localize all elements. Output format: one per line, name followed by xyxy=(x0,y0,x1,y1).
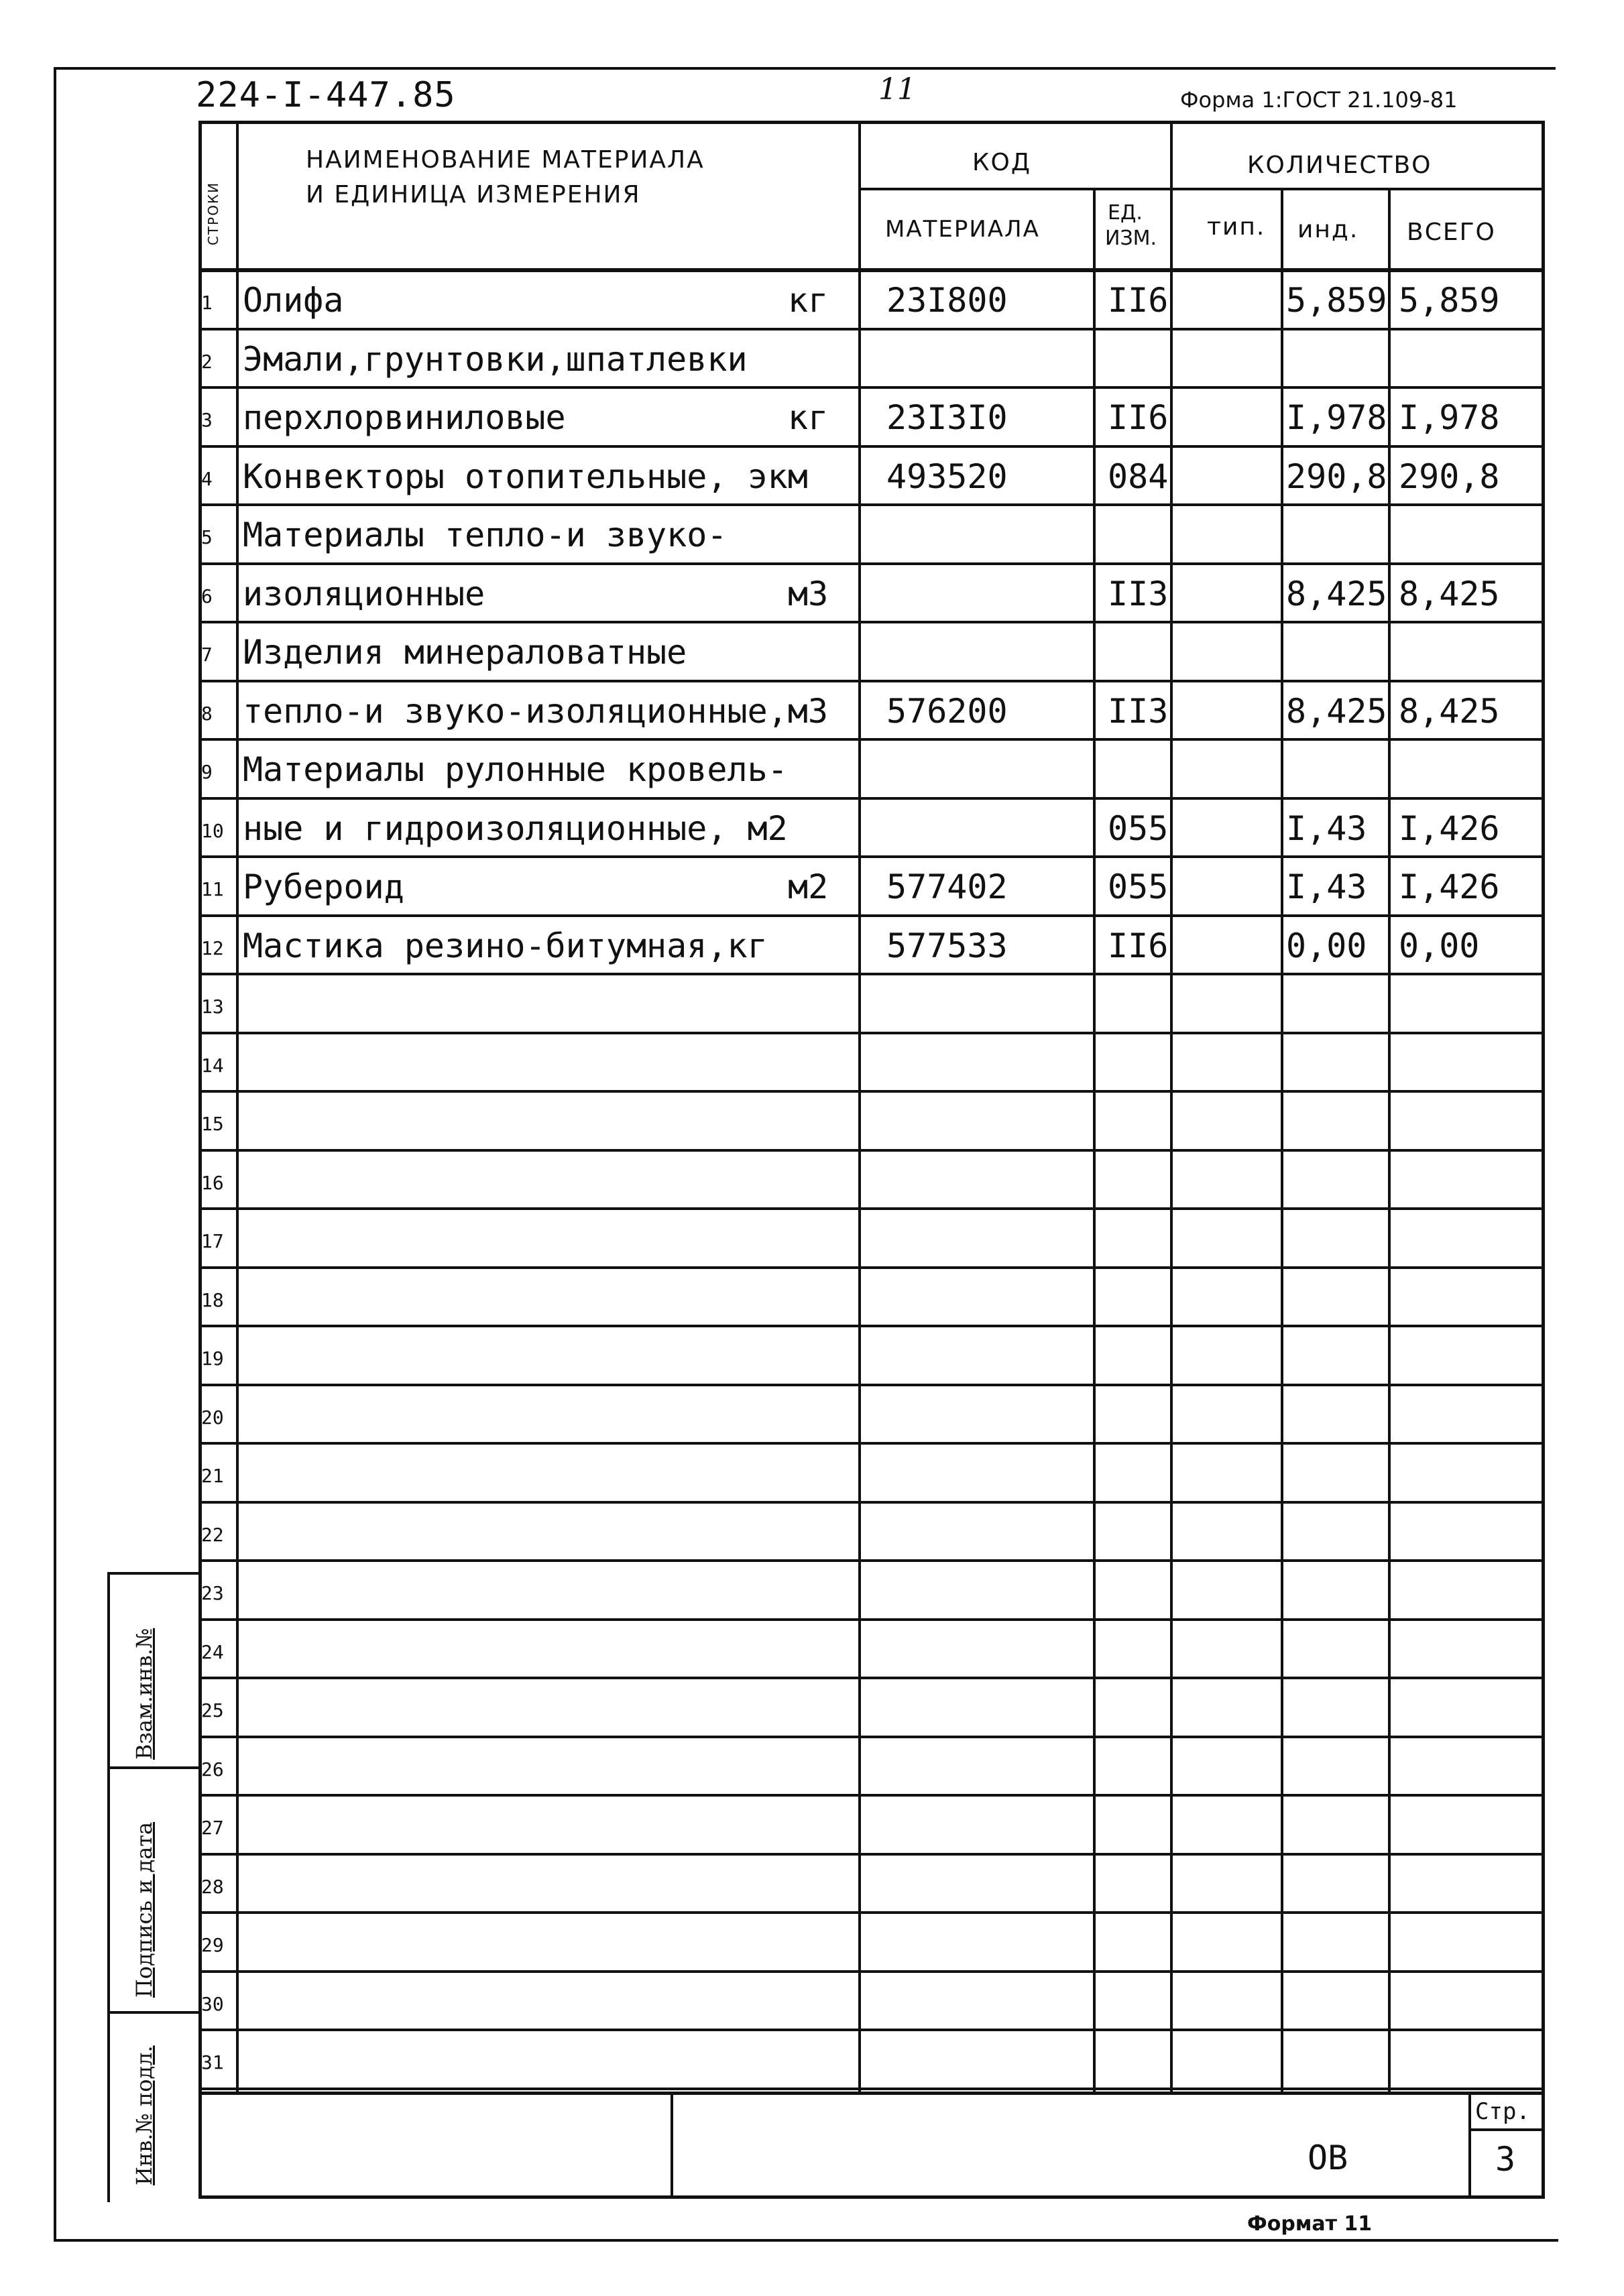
stamp-page-label: Стр. xyxy=(1475,2098,1530,2125)
row-line xyxy=(198,1911,1545,1914)
material-code: 577533 xyxy=(886,926,1008,965)
row-number: 6 xyxy=(201,585,213,607)
qty-vsego: 8,425 xyxy=(1399,574,1500,613)
row-number: 18 xyxy=(201,1288,224,1311)
material-unit: м3 xyxy=(788,574,829,613)
stroki-label: СТРОКИ xyxy=(205,181,221,245)
qty-ind: 5,859 xyxy=(1286,281,1387,320)
header-ind: инд. xyxy=(1297,216,1359,243)
col-line-ind xyxy=(1388,188,1391,2092)
header-name-1: НАИМЕНОВАНИЕ МАТЕРИАЛА xyxy=(306,146,705,174)
row-line xyxy=(198,1149,1545,1152)
row-number: 23 xyxy=(201,1582,224,1604)
format-label: Формат 11 xyxy=(1247,2212,1373,2236)
row-number: 14 xyxy=(201,1054,224,1077)
stamp-page-divider xyxy=(1468,2092,1471,2199)
unit-code: II3 xyxy=(1108,574,1169,613)
qty-vsego: I,978 xyxy=(1399,398,1500,437)
row-line xyxy=(198,1677,1545,1679)
row-line xyxy=(198,680,1545,682)
row-number: 4 xyxy=(201,467,213,490)
material-code: 23I3I0 xyxy=(886,398,1008,437)
row-line xyxy=(198,914,1545,917)
row-line xyxy=(198,328,1545,330)
row-number: 9 xyxy=(201,761,213,783)
row-number: 5 xyxy=(201,526,213,548)
document-number: 224-I-447.85 xyxy=(196,75,456,115)
unit-code: II6 xyxy=(1108,398,1169,437)
unit-code: II6 xyxy=(1108,926,1169,965)
material-unit: м2 xyxy=(788,867,829,906)
row-number: 16 xyxy=(201,1171,224,1194)
header-vsego: ВСЕГО xyxy=(1407,219,1496,246)
stamp-page-line xyxy=(1468,2128,1545,2131)
row-number: 10 xyxy=(201,819,224,842)
row-number: 22 xyxy=(201,1523,224,1546)
row-number: 11 xyxy=(201,878,224,900)
qty-vsego: 290,8 xyxy=(1399,457,1500,496)
qty-ind: I,978 xyxy=(1286,398,1387,437)
material-name: Изделия минераловатные xyxy=(243,633,687,672)
row-number: 8 xyxy=(201,702,213,725)
sheet-mark: 11 xyxy=(878,72,916,107)
material-name: Мастика резино-битумная,кг xyxy=(243,926,768,965)
row-line xyxy=(198,1325,1545,1327)
row-number: 25 xyxy=(201,1699,224,1721)
form-reference: Форма 1:ГОСТ 21.109-81 xyxy=(1180,87,1458,113)
row-line xyxy=(198,1266,1545,1269)
row-line xyxy=(198,621,1545,623)
row-line xyxy=(198,1736,1545,1738)
stamp-page-number: 3 xyxy=(1495,2140,1516,2179)
material-name: ные и гидроизоляционные, м2 xyxy=(243,808,788,848)
qty-ind: 290,8 xyxy=(1286,457,1387,496)
row-line xyxy=(198,1853,1545,1856)
material-code: 23I800 xyxy=(886,281,1008,320)
material-unit: кг xyxy=(788,398,829,437)
row-number: 7 xyxy=(201,644,213,666)
row-line xyxy=(198,1559,1545,1562)
material-code: 493520 xyxy=(886,457,1008,496)
row-line xyxy=(198,562,1545,565)
header-kod: КОД xyxy=(972,149,1032,176)
material-name: Рубероид xyxy=(243,867,404,906)
unit-code: 055 xyxy=(1108,808,1169,848)
unit-code: II3 xyxy=(1108,691,1169,731)
qty-ind: 8,425 xyxy=(1286,574,1387,613)
row-line xyxy=(198,2088,1545,2090)
header-kolichestvo: КОЛИЧЕСТВО xyxy=(1247,152,1432,179)
row-line xyxy=(198,1384,1545,1386)
row-line xyxy=(198,1970,1545,1973)
row-line xyxy=(198,855,1545,858)
row-line xyxy=(198,2029,1545,2031)
material-name: Материалы рулонные кровель- xyxy=(243,750,788,789)
row-number: 26 xyxy=(201,1758,224,1780)
header-bottom-line xyxy=(198,268,1545,272)
row-number: 15 xyxy=(201,1113,224,1135)
inv-podl-label: Инв.№ подл. xyxy=(131,2045,157,2185)
row-number: 3 xyxy=(201,409,213,431)
stamp-code: ОВ xyxy=(1308,2138,1348,2177)
col-line-material xyxy=(1093,188,1096,2092)
side-stamp-top xyxy=(107,1572,198,1575)
qty-ind: I,43 xyxy=(1286,808,1367,848)
row-number: 31 xyxy=(201,2051,224,2073)
side-stamp-div2 xyxy=(107,2011,198,2014)
row-number: 27 xyxy=(201,1817,224,1839)
row-number: 20 xyxy=(201,1406,224,1429)
stamp-top-line xyxy=(198,2092,1545,2095)
unit-code: II6 xyxy=(1108,281,1169,320)
material-name: перхлорвиниловые xyxy=(243,398,566,437)
material-name: Олифа xyxy=(243,281,344,320)
qty-ind: I,43 xyxy=(1286,867,1367,906)
header-name-2: И ЕДИНИЦА ИЗМЕРЕНИЯ xyxy=(306,181,641,208)
row-line xyxy=(198,1032,1545,1034)
material-name: изоляционные xyxy=(243,574,485,613)
material-code: 577402 xyxy=(886,867,1008,906)
row-line xyxy=(198,1618,1545,1621)
material-unit: кг xyxy=(788,281,829,320)
row-number: 28 xyxy=(201,1875,224,1898)
qty-vsego: I,426 xyxy=(1399,867,1500,906)
row-line xyxy=(198,386,1545,389)
unit-code: 055 xyxy=(1108,867,1169,906)
row-number: 30 xyxy=(201,1992,224,2015)
material-name: Материалы тепло-и звуко- xyxy=(243,516,728,554)
unit-code: 084 xyxy=(1108,457,1169,496)
header-izm: ИЗМ. xyxy=(1105,227,1157,250)
stamp-divider xyxy=(671,2092,673,2199)
header-material: МАТЕРИАЛА xyxy=(885,216,1040,243)
row-line xyxy=(198,738,1545,741)
row-number: 1 xyxy=(201,292,213,314)
podpis-data-label: Подпись и дата xyxy=(131,1821,157,1998)
qty-vsego: 0,00 xyxy=(1399,926,1480,965)
header-split-line xyxy=(858,188,1545,190)
qty-ind: 0,00 xyxy=(1286,926,1367,965)
row-line xyxy=(198,1501,1545,1504)
side-stamp-div1 xyxy=(107,1766,198,1769)
row-line xyxy=(198,1794,1545,1797)
row-number: 24 xyxy=(201,1640,224,1663)
row-line xyxy=(198,445,1545,448)
material-name: тепло-и звуко-изоляционные,м3 xyxy=(243,691,828,731)
header-ed: ЕД. xyxy=(1108,201,1143,225)
qty-vsego: I,426 xyxy=(1399,808,1500,848)
header-tip: тип. xyxy=(1207,213,1266,241)
row-number: 13 xyxy=(201,995,224,1018)
row-number: 19 xyxy=(201,1347,224,1370)
row-line xyxy=(198,503,1545,506)
row-line xyxy=(198,973,1545,975)
material-name: Конвекторы отопительные, экм xyxy=(243,457,808,496)
row-line xyxy=(198,1442,1545,1445)
row-line xyxy=(198,797,1545,800)
row-line xyxy=(198,1090,1545,1093)
vzam-inv-label: Взам.инв.№ xyxy=(131,1628,157,1760)
row-number: 21 xyxy=(201,1465,224,1487)
header-stroki xyxy=(198,131,236,265)
row-number: 17 xyxy=(201,1230,224,1252)
row-number: 2 xyxy=(201,350,213,373)
material-name: Эмали,грунтовки,шпатлевки xyxy=(243,339,748,379)
row-number: 12 xyxy=(201,936,224,959)
qty-ind: 8,425 xyxy=(1286,691,1387,731)
row-number: 29 xyxy=(201,1934,224,1956)
row-line xyxy=(198,1207,1545,1210)
col-line-tip xyxy=(1281,188,1283,2092)
side-stamp-line xyxy=(107,1572,110,2202)
qty-vsego: 5,859 xyxy=(1399,281,1500,320)
material-code: 576200 xyxy=(886,691,1008,731)
qty-vsego: 8,425 xyxy=(1399,691,1500,731)
